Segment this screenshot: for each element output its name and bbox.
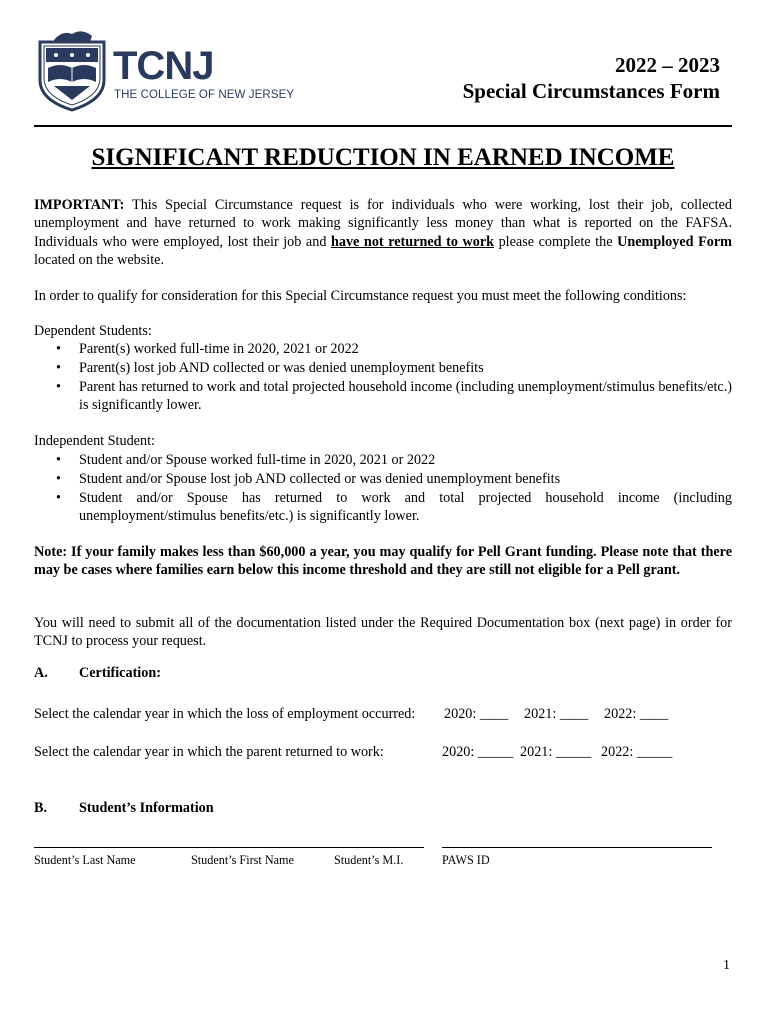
important-label: IMPORTANT: xyxy=(34,197,125,213)
important-text-1: This Special Circumstance request is for individuals who were working, lost their job, collected unemployment and have returned to work making significantly less money than what is reported on the FAFSA. Individuals who were employed, lost their job and xyxy=(34,197,732,250)
independent-heading: Independent Student: xyxy=(34,433,155,449)
last-name-caption: Student’s Last Name xyxy=(34,853,136,867)
dependent-item: • Parent(s) worked full-time in 2020, 2021 or 2022 xyxy=(56,341,359,357)
independent-item: • Student and/or Spouse lost job AND collected or was denied unemployment benefits xyxy=(56,471,561,487)
important-text-3: located on the website. xyxy=(34,252,165,269)
paws-id-field[interactable] xyxy=(442,847,712,848)
section-b-letter: B. xyxy=(34,800,48,816)
section-a-letter: A. xyxy=(34,665,48,681)
loss-year-2022[interactable]: 2022: ____ xyxy=(604,706,669,722)
section-a-title: Certification: xyxy=(79,665,161,681)
dependent-item: • Parent(s) lost job AND collected or was denied unemployment benefits xyxy=(56,360,484,376)
section-b-title: Student’s Information xyxy=(79,800,214,816)
independent-item: • Student and/or Spouse worked full-time in 2020, 2021 or 2022 xyxy=(56,452,436,468)
dependent-heading: Dependent Students: xyxy=(34,323,152,339)
header-divider xyxy=(34,125,732,127)
loss-year-question: Select the calendar year in which the loss of employment occurred: xyxy=(34,706,416,722)
documentation-note: You will need to submit all of the documentation listed under the Required Documentation box (next page) in order for TCNJ to process your request. xyxy=(34,615,732,650)
return-year-question: Select the calendar year in which the parent returned to work: xyxy=(34,744,384,760)
middle-initial-caption: Student’s M.I. xyxy=(334,853,404,867)
return-year-2021[interactable]: 2021: _____ xyxy=(520,744,592,760)
unemployed-form-ref: Unemployed Form xyxy=(617,233,732,250)
independent-item: • Student and/or Spouse has returned to work and total projected household income (including unemployment/stimulus benefits/etc.) is significantly lower. xyxy=(56,490,732,525)
important-text-2: please complete the xyxy=(494,233,618,250)
paws-id-caption: PAWS ID xyxy=(442,853,490,867)
student-name-field[interactable] xyxy=(34,847,424,848)
important-paragraph xyxy=(34,196,732,270)
logo-subtitle: THE COLLEGE OF NEW JERSEY xyxy=(114,89,295,101)
first-name-caption: Student’s First Name xyxy=(191,853,294,867)
dependent-item: • Parent has returned to work and total projected household income (including unemployment/stimulus benefits/etc.) is significantly lower. xyxy=(56,379,732,414)
page-number: 1 xyxy=(723,958,730,973)
form-year: 2022 – 2023 xyxy=(615,53,720,77)
form-name: Special Circumstances Form xyxy=(462,79,720,103)
tcnj-crest-icon xyxy=(32,28,112,112)
return-year-2020[interactable]: 2020: _____ xyxy=(442,744,514,760)
pell-note: Note: If your family makes less than $60,000 a year, you may qualify for Pell Grant funding. Please note that there may be cases where families earn below this income threshold and they are still not eligible for a Pell grant. xyxy=(34,544,732,579)
page-title: SIGNIFICANT REDUCTION IN EARNED INCOME xyxy=(91,144,675,171)
important-underlined: have not returned to work xyxy=(330,233,495,250)
logo-wordmark: TCNJ xyxy=(113,44,214,88)
qualify-intro: In order to qualify for consideration for this Special Circumstance request you must meet the following conditions: xyxy=(34,288,687,304)
loss-year-2021[interactable]: 2021: ____ xyxy=(524,706,589,722)
return-year-2022[interactable]: 2022: _____ xyxy=(601,744,673,760)
loss-year-2020[interactable]: 2020: ____ xyxy=(444,706,509,722)
